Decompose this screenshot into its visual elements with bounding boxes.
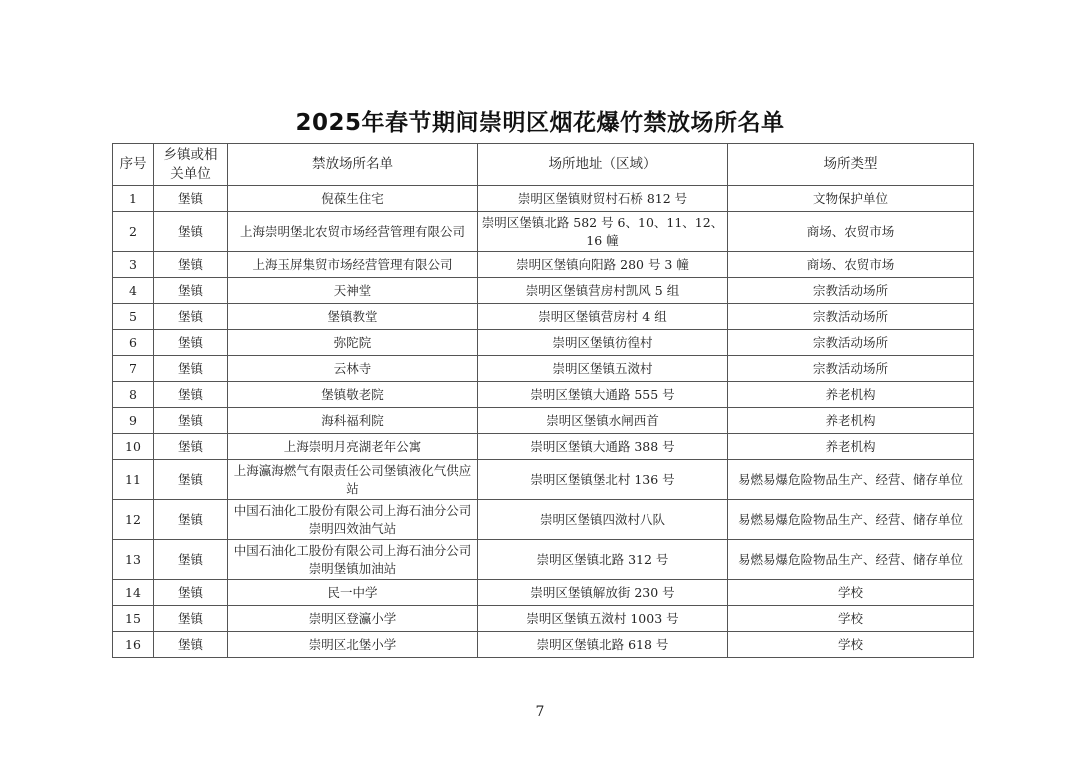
page-title: 2025年春节期间崇明区烟花爆竹禁放场所名单: [295, 110, 785, 136]
cell-no: 14: [113, 580, 154, 606]
cell-town: 堡镇: [154, 632, 228, 658]
cell-address: 崇明区堡镇营房村凯风 5 组: [478, 278, 728, 304]
cell-no: 15: [113, 606, 154, 632]
cell-address: 崇明区堡镇彷徨村: [478, 330, 728, 356]
cell-name: 倪葆生住宅: [228, 186, 478, 212]
cell-town: 堡镇: [154, 580, 228, 606]
cell-type: 易燃易爆危险物品生产、经营、储存单位: [728, 460, 974, 500]
cell-type: 学校: [728, 580, 974, 606]
cell-no: 1: [113, 186, 154, 212]
cell-type: 养老机构: [728, 408, 974, 434]
table-row: [113, 186, 974, 212]
cell-address: 崇明区堡镇营房村 4 组: [478, 304, 728, 330]
cell-town: 堡镇: [154, 434, 228, 460]
header-type: 场所类型: [728, 144, 974, 186]
cell-type: 易燃易爆危险物品生产、经营、储存单位: [728, 540, 974, 580]
cell-name: 堡镇敬老院: [228, 382, 478, 408]
cell-type: 学校: [728, 606, 974, 632]
cell-no: 4: [113, 278, 154, 304]
cell-name: 上海崇明月亮湖老年公寓: [228, 434, 478, 460]
cell-type: 易燃易爆危险物品生产、经营、储存单位: [728, 500, 974, 540]
cell-name: 中国石油化工股份有限公司上海石油分公司崇明堡镇加油站: [228, 540, 478, 580]
cell-no: 13: [113, 540, 154, 580]
cell-town: 堡镇: [154, 330, 228, 356]
cell-town: 堡镇: [154, 382, 228, 408]
cell-no: 12: [113, 500, 154, 540]
header-row: [113, 144, 974, 186]
cell-town: 堡镇: [154, 252, 228, 278]
cell-no: 9: [113, 408, 154, 434]
venue-table: [112, 143, 974, 658]
cell-type: 文物保护单位: [728, 186, 974, 212]
cell-no: 10: [113, 434, 154, 460]
header-address: 场所地址（区域）: [478, 144, 728, 186]
cell-no: 11: [113, 460, 154, 500]
cell-town: 堡镇: [154, 356, 228, 382]
cell-name: 中国石油化工股份有限公司上海石油分公司崇明四效油气站: [228, 500, 478, 540]
table-row: [113, 330, 974, 356]
cell-town: 堡镇: [154, 460, 228, 500]
cell-town: 堡镇: [154, 540, 228, 580]
cell-town: 堡镇: [154, 212, 228, 252]
cell-address: 崇明区堡镇堡北村 136 号: [478, 460, 728, 500]
cell-type: 商场、农贸市场: [728, 252, 974, 278]
cell-address: 崇明区堡镇大通路 388 号: [478, 434, 728, 460]
cell-type: 养老机构: [728, 434, 974, 460]
table-row: [113, 434, 974, 460]
cell-no: 2: [113, 212, 154, 252]
cell-name: 民一中学: [228, 580, 478, 606]
cell-address: 崇明区堡镇向阳路 280 号 3 幢: [478, 252, 728, 278]
cell-address: 崇明区堡镇北路 312 号: [478, 540, 728, 580]
cell-address: 崇明区堡镇五滧村 1003 号: [478, 606, 728, 632]
table-row: [113, 580, 974, 606]
cell-address: 崇明区堡镇水闸西首: [478, 408, 728, 434]
table-row: [113, 540, 974, 580]
table-row: [113, 632, 974, 658]
cell-no: 7: [113, 356, 154, 382]
cell-town: 堡镇: [154, 278, 228, 304]
cell-address: 崇明区堡镇财贸村石桥 812 号: [478, 186, 728, 212]
table-row: [113, 382, 974, 408]
header-name: 禁放场所名单: [228, 144, 478, 186]
table-row: [113, 304, 974, 330]
cell-name: 海科福利院: [228, 408, 478, 434]
page-number: 7: [535, 704, 545, 720]
cell-no: 5: [113, 304, 154, 330]
cell-town: 堡镇: [154, 500, 228, 540]
cell-name: 弥陀院: [228, 330, 478, 356]
cell-type: 宗教活动场所: [728, 330, 974, 356]
cell-name: 崇明区北堡小学: [228, 632, 478, 658]
header-no: 序号: [113, 144, 154, 186]
cell-name: 天神堂: [228, 278, 478, 304]
cell-type: 宗教活动场所: [728, 356, 974, 382]
table-row: [113, 252, 974, 278]
cell-no: 3: [113, 252, 154, 278]
header-town: 乡镇或相关单位: [154, 144, 228, 186]
cell-type: 宗教活动场所: [728, 304, 974, 330]
cell-address: 崇明区堡镇北路 618 号: [478, 632, 728, 658]
cell-address: 崇明区堡镇四滧村八队: [478, 500, 728, 540]
table-row: [113, 606, 974, 632]
cell-town: 堡镇: [154, 606, 228, 632]
cell-town: 堡镇: [154, 408, 228, 434]
table-row: [113, 278, 974, 304]
table-row: [113, 212, 974, 252]
cell-name: 上海玉屏集贸市场经营管理有限公司: [228, 252, 478, 278]
cell-town: 堡镇: [154, 304, 228, 330]
table-row: [113, 500, 974, 540]
cell-address: 崇明区堡镇大通路 555 号: [478, 382, 728, 408]
cell-type: 学校: [728, 632, 974, 658]
cell-no: 8: [113, 382, 154, 408]
cell-name: 云林寺: [228, 356, 478, 382]
cell-town: 堡镇: [154, 186, 228, 212]
cell-name: 堡镇教堂: [228, 304, 478, 330]
cell-name: 上海崇明堡北农贸市场经营管理有限公司: [228, 212, 478, 252]
cell-address: 崇明区堡镇北路 582 号 6、10、11、12、16 幢: [478, 212, 728, 252]
cell-name: 崇明区登瀛小学: [228, 606, 478, 632]
cell-type: 养老机构: [728, 382, 974, 408]
cell-name: 上海瀛海燃气有限责任公司堡镇液化气供应站: [228, 460, 478, 500]
cell-type: 宗教活动场所: [728, 278, 974, 304]
table-row: [113, 356, 974, 382]
cell-address: 崇明区堡镇五滧村: [478, 356, 728, 382]
cell-type: 商场、农贸市场: [728, 212, 974, 252]
table-row: [113, 408, 974, 434]
cell-no: 6: [113, 330, 154, 356]
table-row: [113, 460, 974, 500]
cell-no: 16: [113, 632, 154, 658]
cell-address: 崇明区堡镇解放街 230 号: [478, 580, 728, 606]
